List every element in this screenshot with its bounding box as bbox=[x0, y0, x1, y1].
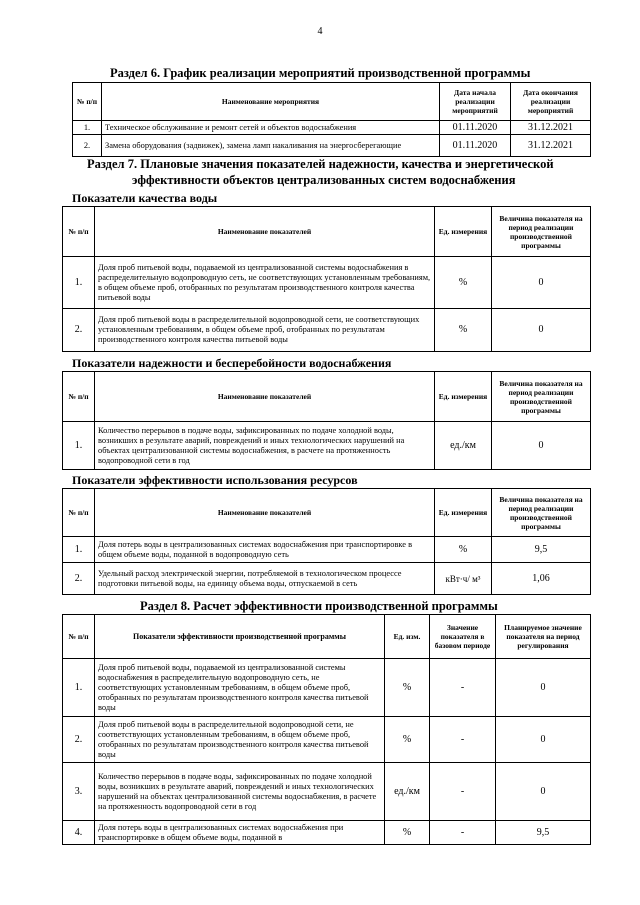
reliability-table bbox=[62, 371, 591, 470]
row-unit: % bbox=[385, 821, 430, 845]
row-unit: % bbox=[385, 659, 430, 717]
row-name: Техническое обслуживание и ремонт сетей и объектов водоснабжения bbox=[102, 121, 440, 135]
col-header-start: Дата начала реализации мероприятий bbox=[440, 83, 511, 121]
table-row bbox=[63, 309, 591, 352]
row-number: 1. bbox=[63, 257, 95, 309]
col-header-num: № п/п bbox=[63, 372, 95, 422]
col-header-num: № п/п bbox=[63, 207, 95, 257]
page-number: 4 bbox=[317, 26, 323, 37]
row-base: - bbox=[430, 717, 496, 763]
table-row bbox=[63, 563, 591, 595]
col-header-name: Наименование показателей bbox=[95, 372, 435, 422]
row-value: 1,06 bbox=[492, 563, 591, 595]
efficiency-subtitle: Показатели эффективности использования ресурсов bbox=[72, 473, 358, 487]
row-start-date: 01.11.2020 bbox=[440, 135, 511, 157]
table-row bbox=[63, 659, 591, 717]
row-value: 0 bbox=[492, 257, 591, 309]
col-header-num: № п/п bbox=[63, 489, 95, 537]
col-header-name: Показатели эффективности производственной программы bbox=[95, 615, 385, 659]
row-number: 1. bbox=[63, 422, 95, 470]
row-base: - bbox=[430, 763, 496, 821]
section6-title: Раздел 6. График реализации мероприятий производственной программы bbox=[110, 66, 531, 80]
table-row bbox=[63, 422, 591, 470]
row-unit: ед./км bbox=[385, 763, 430, 821]
row-unit: % bbox=[385, 717, 430, 763]
row-planned: 0 bbox=[496, 659, 591, 717]
section7-title-line1: Раздел 7. Плановые значения показателей надежности, качества и энергетической bbox=[87, 157, 554, 171]
row-end-date: 31.12.2021 bbox=[511, 135, 591, 157]
col-header-value: Величина показателя на период реализации производственной программы bbox=[492, 207, 591, 257]
row-name: Количество перерывов в подаче воды, зафиксированных по подаче холодной воды, возникших в результате аварий, повреждений и иных технологических нарушений на объектах централизованной системы водоснабжения, в расчете на протяженность водопроводной сети в год bbox=[95, 763, 385, 821]
col-header-num: № п/п bbox=[73, 83, 102, 121]
row-name: Доля проб питьевой воды в распределительной водопроводной сети, не соответствующих установленным требованиям, в общем объеме проб, отобранных по результатам производственного контроля качества питьевой воды bbox=[95, 717, 385, 763]
reliability-subtitle: Показатели надежности и бесперебойности водоснабжения bbox=[72, 356, 392, 370]
col-header-end: Дата окончания реализации мероприятий bbox=[511, 83, 591, 121]
row-number: 2. bbox=[63, 309, 95, 352]
row-number: 1. bbox=[63, 537, 95, 563]
row-number: 4. bbox=[63, 821, 95, 845]
row-value: 0 bbox=[492, 422, 591, 470]
col-header-num: № п/п bbox=[63, 615, 95, 659]
col-header-base: Значение показателя в базовом периоде bbox=[430, 615, 496, 659]
section8-title: Раздел 8. Расчет эффективности производственной программы bbox=[140, 599, 498, 613]
col-header-name: Наименование показателей bbox=[95, 207, 435, 257]
col-header-unit: Ед. измерения bbox=[435, 207, 492, 257]
row-planned: 9,5 bbox=[496, 821, 591, 845]
col-header-name: Наименование показателей bbox=[95, 489, 435, 537]
row-name: Доля проб питьевой воды, подаваемой из централизованной системы водоснабжения в распределительную водопроводную сеть, не соответствующих установленным требованиям, в общем объеме проб, отобранных по результатам производственного контроля качества питьевой воды bbox=[95, 659, 385, 717]
row-start-date: 01.11.2020 bbox=[440, 121, 511, 135]
row-unit: кВт·ч/ м³ bbox=[435, 563, 492, 595]
row-name: Количество перерывов в подаче воды, зафиксированных по подаче холодной воды, возникших в результате аварий, повреждений и иных технологических нарушений на объектах централизованной системы водоснабжения, в расчете на протяженность водопроводной сети в год bbox=[95, 422, 435, 470]
table-row bbox=[63, 821, 591, 845]
row-value: 0 bbox=[492, 309, 591, 352]
row-number: 2. bbox=[63, 717, 95, 763]
row-base: - bbox=[430, 659, 496, 717]
row-name: Доля проб питьевой воды в распределительной водопроводной сети, не соответствующих установленным требованиям, в общем объеме проб, отобранных по результатам производственного контроля качества питьевой воды bbox=[95, 309, 435, 352]
section7-title-line2: эффективности объектов централизованных систем водоснабжения bbox=[132, 173, 516, 187]
row-planned: 0 bbox=[496, 717, 591, 763]
row-number: 2. bbox=[73, 135, 102, 157]
row-planned: 0 bbox=[496, 763, 591, 821]
table-row bbox=[63, 717, 591, 763]
col-header-planned: Планируемое значение показателя на период регулирования bbox=[496, 615, 591, 659]
row-end-date: 31.12.2021 bbox=[511, 121, 591, 135]
col-header-value: Величина показателя на период реализации производственной программы bbox=[492, 489, 591, 537]
col-header-unit: Ед. измерения bbox=[435, 372, 492, 422]
table-row bbox=[63, 257, 591, 309]
section8-table bbox=[62, 614, 591, 845]
section6-table bbox=[72, 82, 591, 157]
row-number: 3. bbox=[63, 763, 95, 821]
col-header-unit: Ед. изм. bbox=[385, 615, 430, 659]
table-row bbox=[63, 537, 591, 563]
col-header-name: Наименование мероприятия bbox=[102, 83, 440, 121]
row-unit: ед./км bbox=[435, 422, 492, 470]
row-name: Доля проб питьевой воды, подаваемой из централизованной системы водоснабжения в распределительную водопроводную сеть, не соответствующих установленным требованиям, в общем объеме проб, отобранных по результатам производственного контроля качества питьевой воды bbox=[95, 257, 435, 309]
row-number: 1. bbox=[63, 659, 95, 717]
quality-table bbox=[62, 206, 591, 352]
row-name: Замена оборудования (задвижек), замена ламп накаливания на энергосберегающие bbox=[102, 135, 440, 157]
row-name: Доля потерь воды в централизованных системах водоснабжения при транспортировке в общем объеме воды, поданной в bbox=[95, 821, 385, 845]
row-unit: % bbox=[435, 537, 492, 563]
col-header-value: Величина показателя на период реализации производственной программы bbox=[492, 372, 591, 422]
table-row bbox=[73, 121, 591, 135]
row-number: 2. bbox=[63, 563, 95, 595]
efficiency-table bbox=[62, 488, 591, 595]
row-name: Удельный расход электрической энергии, потребляемой в технологическом процессе подготовки питьевой воды, на единицу объема воды, отпускаемой в сеть bbox=[95, 563, 435, 595]
row-base: - bbox=[430, 821, 496, 845]
row-value: 9,5 bbox=[492, 537, 591, 563]
row-unit: % bbox=[435, 257, 492, 309]
row-number: 1. bbox=[73, 121, 102, 135]
table-row bbox=[73, 135, 591, 157]
table-row bbox=[63, 763, 591, 821]
row-unit: % bbox=[435, 309, 492, 352]
quality-subtitle: Показатели качества воды bbox=[72, 191, 218, 205]
row-name: Доля потерь воды в централизованных системах водоснабжения при транспортировке в общем объеме воды, поданной в водопроводную сеть bbox=[95, 537, 435, 563]
col-header-unit: Ед. измерения bbox=[435, 489, 492, 537]
